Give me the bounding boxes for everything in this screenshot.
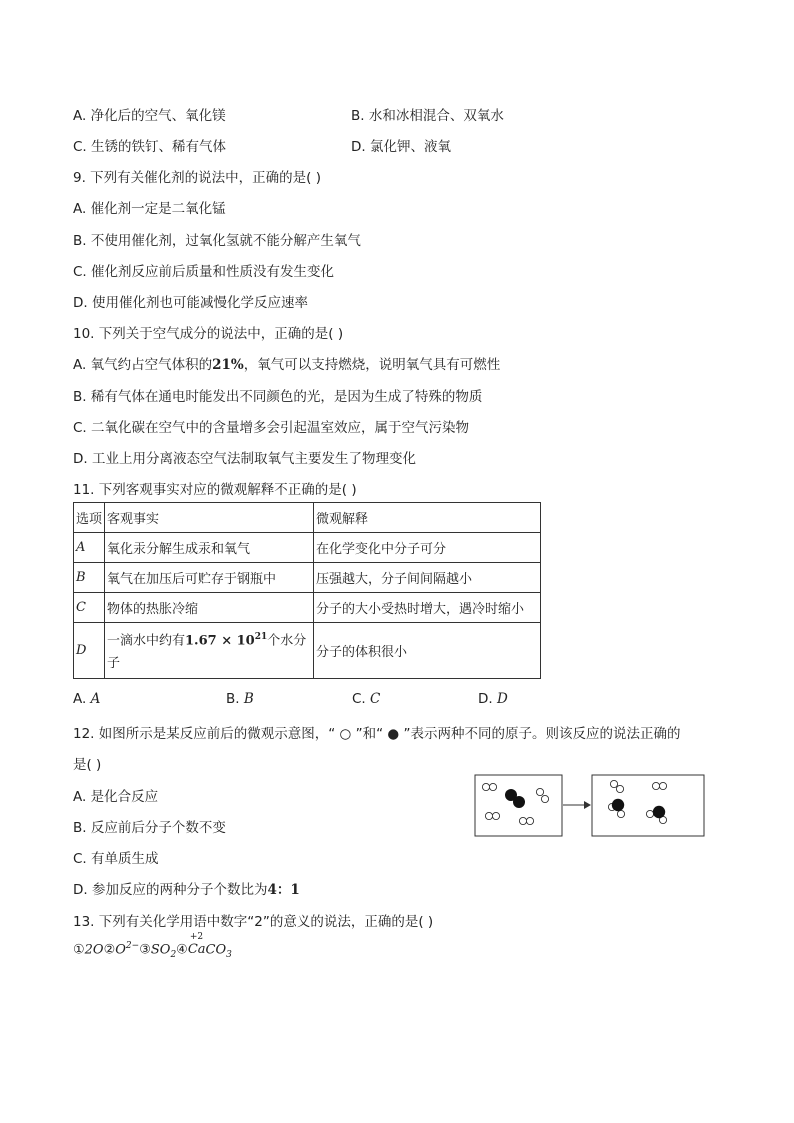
q12-option-a: A. 是化合反应 xyxy=(73,789,159,805)
q10-option-c: C. 二氧化碳在空气中的含量增多会引起温室效应，属于空气污染物 xyxy=(73,420,470,436)
q12-stem: 12. 如图所示是某反应前后的微观示意图，“ ○ ”和“ ● ”表示两种不同的原子。则该反应的说法正确的 xyxy=(73,726,681,742)
formula-4-sub: 3 xyxy=(226,949,232,960)
q13-stem: 13. 下列有关化学用语中数字“2”的意义的说法，正确的是( ) xyxy=(73,914,434,930)
row-option: B xyxy=(74,563,105,593)
row-explain: 压强越大，分子间间隔越小 xyxy=(314,563,541,593)
header-fact: 客观事实 xyxy=(105,503,314,533)
table-row xyxy=(74,623,541,679)
q12-option-d-ratio: 4：1 xyxy=(267,882,300,898)
row-explain: 在化学变化中分子可分 xyxy=(314,533,541,563)
row-fact: 物体的热胀冷缩 xyxy=(105,593,314,623)
q12-option-c: C. 有单质生成 xyxy=(73,851,159,867)
row-option: D xyxy=(74,623,105,679)
row-fact-num: 1.67 × 10 xyxy=(185,633,255,649)
q12-option-d xyxy=(73,878,300,898)
header-option: 选项 xyxy=(74,503,105,533)
row-fact-exp: 21 xyxy=(254,632,268,643)
formula-4: CO xyxy=(205,942,227,958)
q10-option-a-num: 21% xyxy=(212,357,244,373)
q11-table xyxy=(73,502,541,679)
q11-answer-b: B. B xyxy=(226,691,254,707)
formula-4-valence: +2 xyxy=(189,932,204,943)
formula-3: SO xyxy=(150,942,171,958)
reaction-diagram xyxy=(474,774,706,838)
row-fact: 氧化汞分解生成汞和氧气 xyxy=(105,533,314,563)
q10-option-b: B. 稀有气体在通电时能发出不同颜色的光，是因为生成了特殊的物质 xyxy=(73,389,483,405)
formula-3-num: ③ xyxy=(139,942,151,958)
q12-option-d-pre: D. 参加反应的两种分子个数比为 xyxy=(73,882,268,898)
formula-4-ca: +2 Ca xyxy=(187,932,206,958)
q10-option-d: D. 工业上用分离液态空气法制取氧气主要发生了物理变化 xyxy=(73,451,416,467)
q8-option-a: A. 净化后的空气、氧化镁 xyxy=(73,108,226,124)
row-fact-post: 个水分子 xyxy=(107,633,307,671)
table-header-row xyxy=(74,503,541,533)
q12-stem-cont: 是( ) xyxy=(73,757,102,773)
q11-stem: 11. 下列客观事实对应的微观解释不正确的是( ) xyxy=(73,482,357,498)
formula-1-num: ① xyxy=(73,942,85,958)
q9-stem: 9. 下列有关催化剂的说法中，正确的是( ) xyxy=(73,170,321,186)
row-option: C xyxy=(74,593,105,623)
table-row xyxy=(74,533,541,563)
formula-2-sup: 2− xyxy=(125,941,140,951)
q11-answer-a: A. A xyxy=(73,691,101,707)
row-fact xyxy=(105,623,314,679)
row-explain: 分子的体积很小 xyxy=(314,623,541,679)
q8-option-b: B. 水和冰相混合、双氧水 xyxy=(351,108,504,124)
q9-option-a: A. 催化剂一定是二氧化锰 xyxy=(73,201,226,217)
q13-formulas xyxy=(73,932,232,960)
q10-option-a-pre: A. 氧气约占空气体积的 xyxy=(73,357,213,373)
q10-option-a-post: ，氧气可以支持燃烧，说明氧气具有可燃性 xyxy=(243,357,501,373)
row-fact-pre: 一滴水中约有 xyxy=(107,633,186,649)
q11-answer-d: D. D xyxy=(478,691,508,707)
row-explain: 分子的大小受热时增大，遇冷时缩小 xyxy=(314,593,541,623)
q11-answer-c: C. C xyxy=(352,691,381,707)
table-row xyxy=(74,563,541,593)
q10-option-a xyxy=(73,353,500,373)
q9-option-c: C. 催化剂反应前后质量和性质没有发生变化 xyxy=(73,264,335,280)
q10-stem: 10. 下列关于空气成分的说法中，正确的是( ) xyxy=(73,326,344,342)
row-option: A xyxy=(74,533,105,563)
formula-2: O xyxy=(115,942,126,958)
row-fact: 氧气在加压后可贮存于钢瓶中 xyxy=(105,563,314,593)
reaction-arrow-head xyxy=(584,801,591,809)
formula-1: 2O xyxy=(84,942,104,958)
table-row xyxy=(74,593,541,623)
formula-2-num: ② xyxy=(103,942,116,958)
q8-option-c: C. 生锈的铁钉、稀有气体 xyxy=(73,139,227,155)
q8-option-d: D. 氯化钾、液氧 xyxy=(351,139,451,155)
formula-3-sub: 2 xyxy=(170,949,177,960)
q12-option-b: B. 反应前后分子个数不变 xyxy=(73,820,226,836)
q9-option-d: D. 使用催化剂也可能减慢化学反应速率 xyxy=(73,295,308,311)
q9-option-b: B. 不使用催化剂，过氧化氢就不能分解产生氧气 xyxy=(73,233,361,249)
formula-4-num: ④ xyxy=(176,942,188,958)
header-explain: 微观解释 xyxy=(314,503,541,533)
